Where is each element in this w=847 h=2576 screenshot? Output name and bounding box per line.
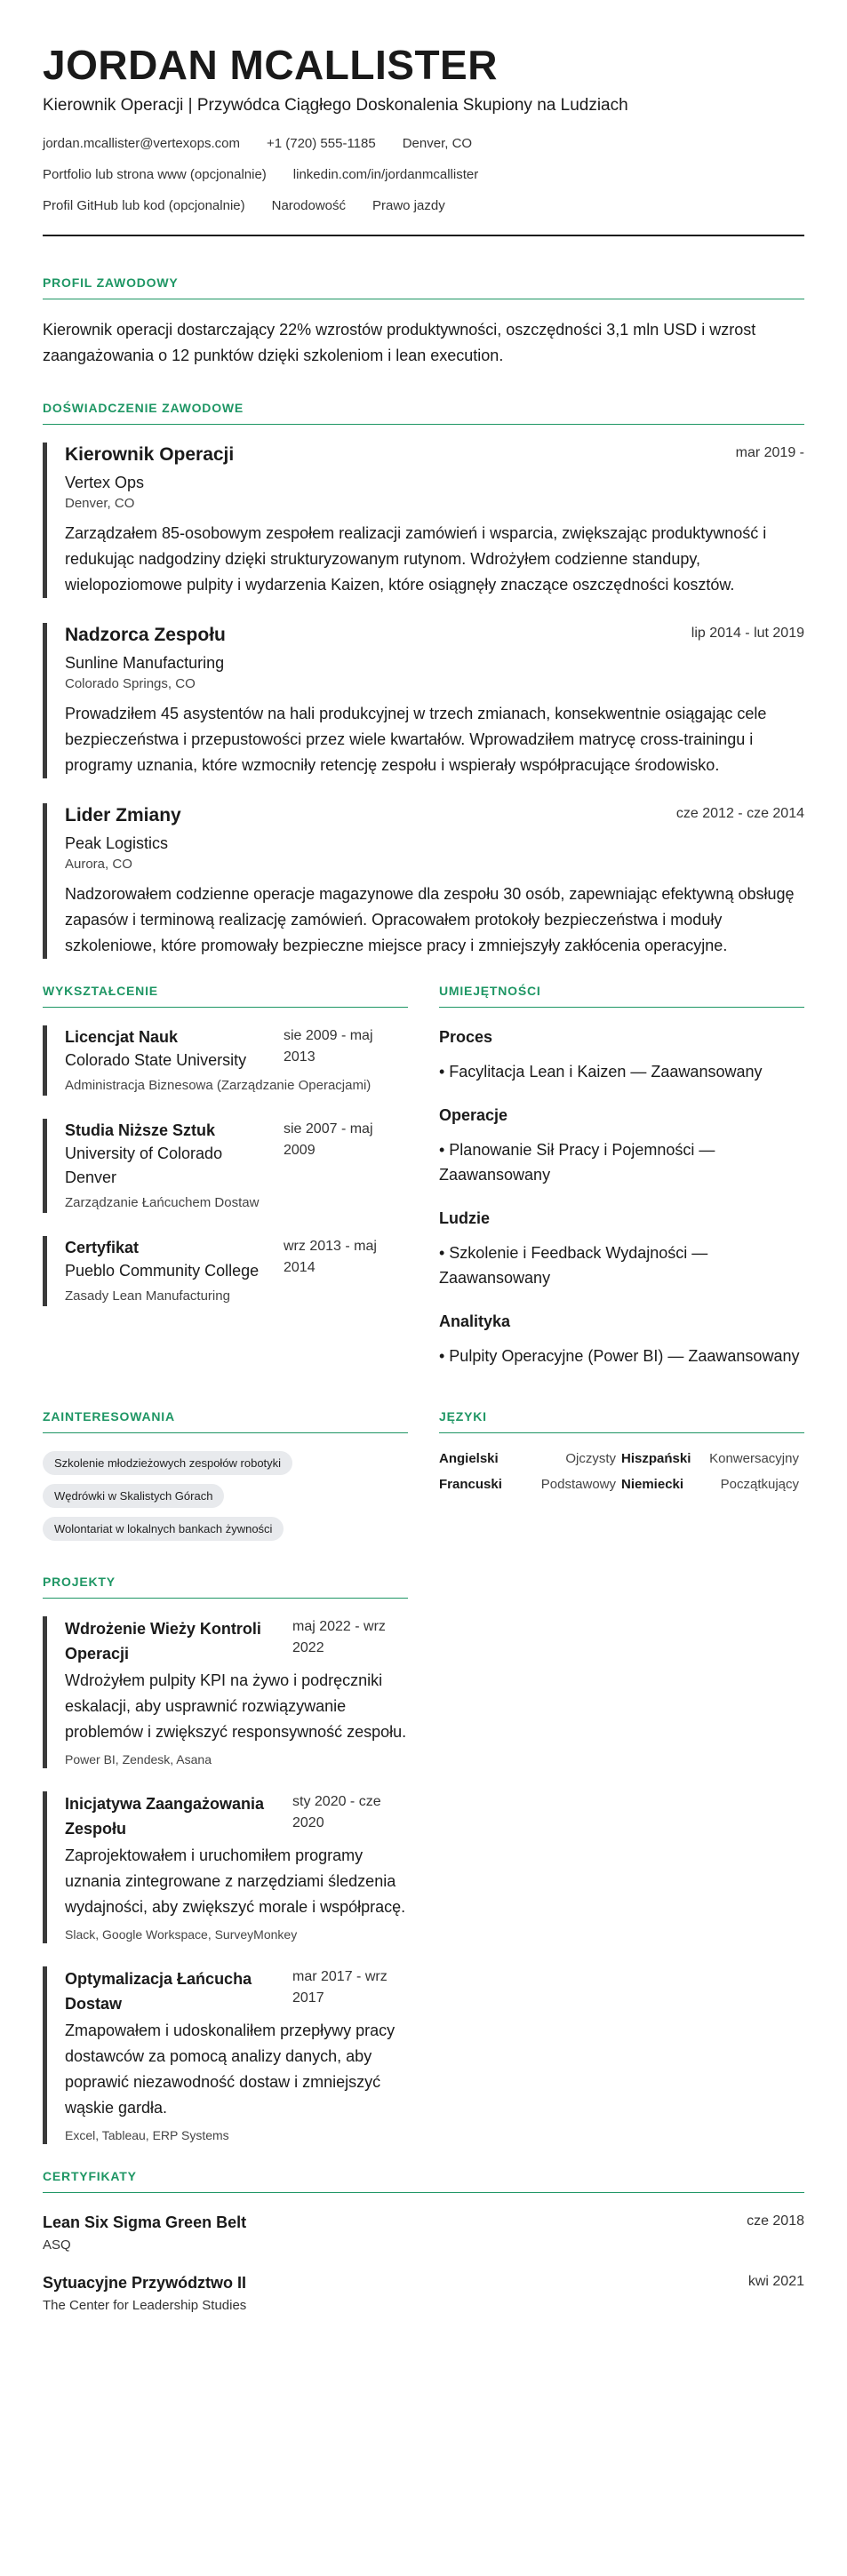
skill-item: • Pulpity Operacyjne (Power BI) — Zaawansowany [439, 1347, 800, 1365]
education-field: Administracja Biznesowa (Zarządzanie Operacjami) [65, 1078, 372, 1093]
summary-section [43, 275, 804, 369]
projects-section [43, 1575, 408, 2144]
project-date: mar 2017 - wrz 2017 [292, 1969, 388, 2006]
education-school: Colorado State University [65, 1051, 247, 1069]
certifications-section [43, 2169, 804, 2316]
contact-linkedin[interactable]: linkedin.com/in/jordanmcallister [292, 167, 479, 182]
language-level: Podstawowy [540, 1477, 616, 1492]
skills-title: UMIEJĘTNOŚCI [439, 984, 804, 1008]
language-level: Ojczysty [565, 1451, 616, 1466]
language-level: Konwersacyjny [709, 1451, 799, 1466]
contact-info [43, 135, 804, 215]
candidate-headline: Kierownik Operacji | Przywódca Ciągłego Doskonalenia Skupiony na Ludziach [43, 96, 628, 115]
interests-title: ZAINTERESOWANIA [43, 1409, 408, 1433]
education-title: WYKSZTAŁCENIE [43, 984, 408, 1008]
certification-org: ASQ [43, 2237, 71, 2253]
job-company: Sunline Manufacturing [65, 654, 225, 672]
contact-phone[interactable]: +1 (720) 555-1185 [266, 136, 376, 151]
education-skills-row [43, 984, 804, 1388]
contact-email[interactable]: jordan.mcallister@vertexops.com [43, 136, 240, 151]
education-entry [43, 1025, 408, 1096]
project-description: Wdrożyłem pulpity KPI na żywo i podręczniki eskalacji, aby usprawnić rozwiązywanie problemów i zwiększyć responsywność zespołu. [65, 1671, 407, 1741]
interest-tag: Szkolenie młodzieżowych zespołów robotyki [43, 1451, 292, 1475]
job-location: Aurora, CO [65, 857, 132, 872]
resume-header [43, 41, 804, 236]
certification-entry [43, 2211, 804, 2255]
job-description: Zarządzałem 85-osobowym zespołem realizacji zamówień i wsparcia, zwiększając produktywność i redukując nadgodziny dzięki strukturyzowanym rutynom. Wdrożyłem codzienne standupy, wielopoziomowe pulpity i wydarzenia Kaizen, które osiągnęły znaczące oszczędności kosztów. [65, 524, 767, 594]
project-tech: Excel, Tableau, ERP Systems [65, 2128, 229, 2142]
education-date: sie 2007 - maj 2009 [284, 1121, 373, 1158]
project-title: Wdrożenie Wieży Kontroli Operacji [65, 1620, 261, 1663]
language-entry [439, 1477, 621, 1492]
projects-title: PROJEKTY [43, 1575, 408, 1599]
language-level: Początkujący [720, 1477, 799, 1492]
job-company: Vertex Ops [65, 474, 145, 491]
education-date: wrz 2013 - maj 2014 [284, 1239, 377, 1275]
language-entry [439, 1451, 621, 1466]
project-description: Zaprojektowałem i uruchomiłem programy uznania zintegrowane z narzędziami śledzenia wydajności, aby zwiększyć morale i współpracę. [65, 1846, 406, 1916]
contact-nationality: Narodowość [271, 198, 346, 213]
project-tech: Power BI, Zendesk, Asana [65, 1752, 212, 1767]
project-date: maj 2022 - wrz 2022 [292, 1619, 386, 1655]
project-entry [43, 1616, 408, 1768]
project-tech: Slack, Google Workspace, SurveyMonkey [65, 1927, 298, 1942]
certifications-title: CERTYFIKATY [43, 2169, 804, 2193]
contact-portfolio[interactable]: Portfolio lub strona www (opcjonalnie) [43, 167, 267, 182]
certification-name: Sytuacyjne Przywództwo II [43, 2274, 247, 2292]
interest-tag: Wędrówki w Skalistych Górach [43, 1484, 224, 1508]
education-entry [43, 1119, 408, 1213]
contact-license: Prawo jazdy [372, 198, 445, 213]
education-school: University of Colorado Denver [65, 1144, 223, 1186]
language-name: Hiszpański [621, 1451, 691, 1466]
skill-item: • Facylitacja Lean i Kaizen — Zaawansowany [439, 1063, 763, 1081]
education-degree: Studia Niższe Sztuk [65, 1121, 216, 1139]
education-entry [43, 1236, 408, 1306]
project-description: Zmapowałem i udoskonaliłem przepływy pracy dostawców za pomocą analizy danych, aby poprawić niezawodność dostaw i zmniejszyć wąskie gardła. [65, 2022, 396, 2117]
project-entry [43, 1791, 408, 1943]
summary-title: PROFIL ZAWODOWY [43, 275, 804, 299]
skills-section [439, 984, 804, 1388]
job-date: mar 2019 - [735, 445, 804, 460]
certification-date: cze 2018 [747, 2213, 804, 2229]
job-entry [43, 443, 804, 598]
language-entry [621, 1477, 804, 1492]
language-name: Niemiecki [621, 1477, 684, 1492]
contact-location: Denver, CO [402, 136, 473, 151]
job-location: Denver, CO [65, 496, 135, 511]
job-date: cze 2012 - cze 2014 [675, 806, 804, 821]
job-title: Lider Zmiany [65, 805, 181, 825]
education-date: sie 2009 - maj 2013 [284, 1028, 373, 1065]
language-name: Angielski [439, 1451, 499, 1466]
languages-title: JĘZYKI [439, 1409, 804, 1433]
job-location: Colorado Springs, CO [65, 676, 196, 691]
job-entry [43, 803, 804, 959]
interests-section [43, 1409, 408, 1550]
experience-title: DOŚWIADCZENIE ZAWODOWE [43, 401, 804, 425]
experience-section [43, 401, 804, 959]
job-description: Prowadziłem 45 asystentów na hali produkcyjnej w trzech zmianach, konsekwentnie osiągając cele bezpieczeństwa i przepustowości przez wiele kwartałów. Wprowadziłem matrycę cross-trainingu i programy uznania, które wzmocniły retencję zespołu i wspierały współpracujące środowisko. [65, 705, 767, 774]
header-divider [43, 235, 804, 236]
education-field: Zarządzanie Łańcuchem Dostaw [65, 1195, 260, 1210]
certification-date: kwi 2021 [747, 2274, 804, 2289]
summary-text: Kierownik operacji dostarczający 22% wzrostów produktywności, oszczędności 3,1 mln USD i wzrost zaangażowania o 12 punktów dzięki szkoleniom i lean execution. [43, 321, 756, 364]
skill-item: • Szkolenie i Feedback Wydajności — Zaawansowany [439, 1244, 708, 1287]
skill-category: Analityka [439, 1312, 511, 1330]
job-date: lip 2014 - lut 2019 [691, 626, 804, 641]
certification-org: The Center for Leadership Studies [43, 2298, 247, 2313]
certification-name: Lean Six Sigma Green Belt [43, 2213, 247, 2231]
project-title: Optymalizacja Łańcucha Dostaw [65, 1970, 252, 2013]
job-title: Nadzorca Zespołu [65, 625, 226, 645]
job-company: Peak Logistics [65, 834, 169, 852]
interests-languages-row [43, 1409, 804, 1550]
skill-category: Ludzie [439, 1209, 490, 1227]
skill-category: Proces [439, 1028, 493, 1046]
education-field: Zasady Lean Manufacturing [65, 1288, 230, 1304]
project-entry [43, 1966, 408, 2144]
job-entry [43, 623, 804, 778]
project-title: Inicjatywa Zaangażowania Zespołu [65, 1795, 265, 1838]
candidate-name: JORDAN MCALLISTER [43, 42, 498, 88]
contact-github[interactable]: Profil GitHub lub kod (opcjonalnie) [43, 198, 245, 213]
interest-tag: Wolontariat w lokalnych bankach żywności [43, 1517, 284, 1541]
skill-item: • Planowanie Sił Pracy i Pojemności — Zaawansowany [439, 1141, 715, 1184]
education-section [43, 984, 408, 1388]
job-description: Nadzorowałem codzienne operacje magazynowe dla zespołu 30 osób, zapewniając efektywną obsługę zapasów i terminową realizację zamówień. Opracowałem protokoły bezpieczeństwa i moduły szkoleniowe, które promowały bezpieczne miejsce pracy i zmniejszyły zakłócenia operacyjne. [65, 885, 795, 954]
certification-entry [43, 2271, 804, 2316]
skill-category: Operacje [439, 1106, 508, 1124]
language-name: Francuski [439, 1477, 502, 1492]
languages-section [439, 1409, 804, 1550]
language-entry [621, 1451, 804, 1466]
education-degree: Certyfikat [65, 1239, 140, 1256]
job-title: Kierownik Operacji [65, 444, 235, 465]
education-school: Pueblo Community College [65, 1262, 260, 1280]
education-degree: Licencjat Nauk [65, 1028, 179, 1046]
project-date: sty 2020 - cze 2020 [292, 1794, 381, 1830]
